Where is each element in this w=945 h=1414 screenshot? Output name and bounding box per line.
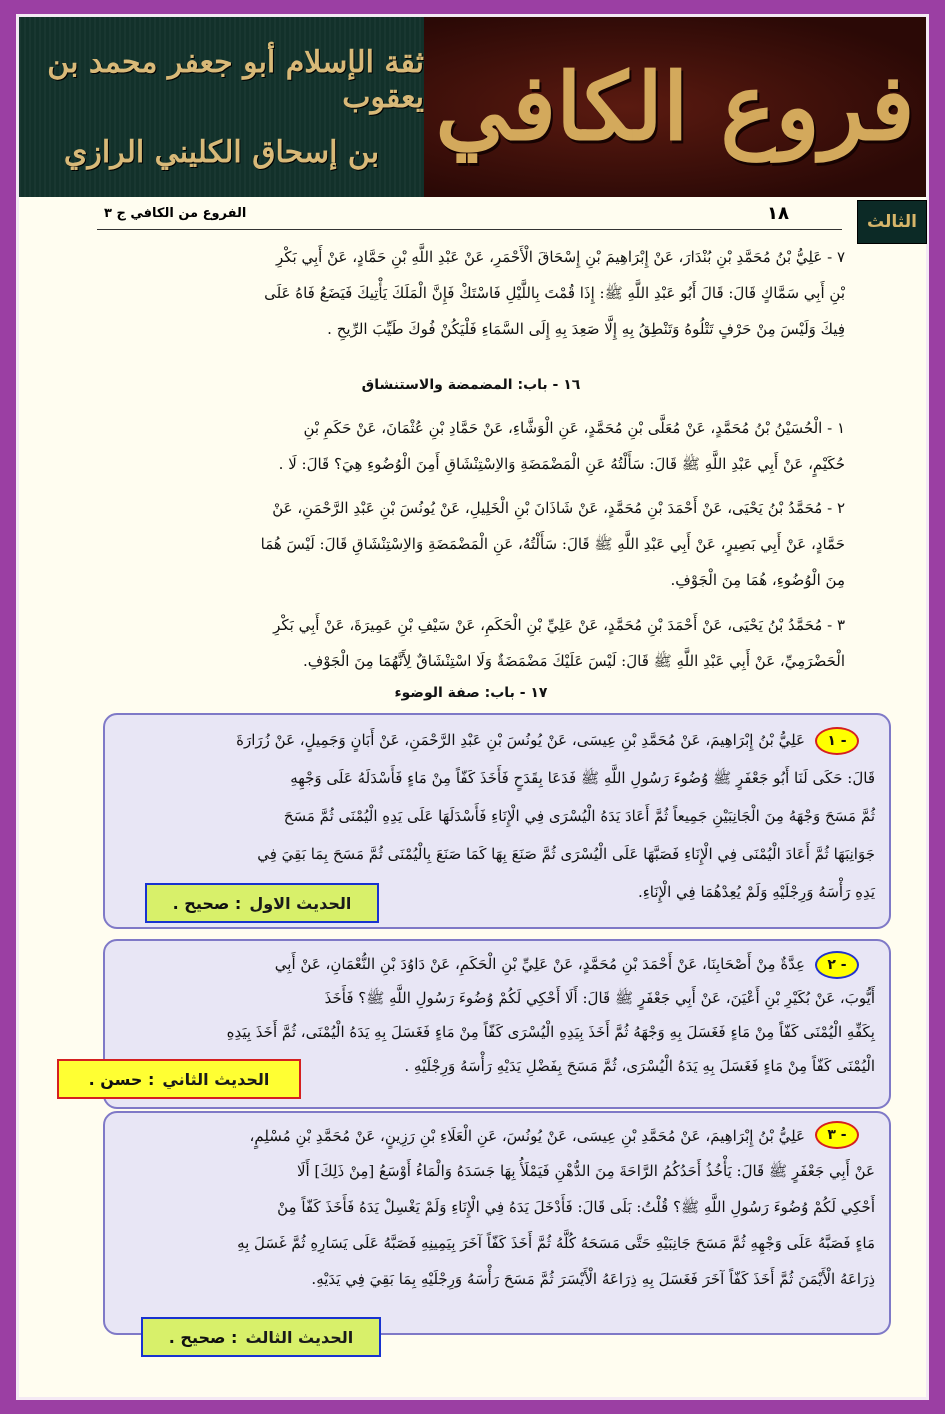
grade-value: : صحيح . (172, 893, 242, 913)
grade-value: : صحيح . (168, 1327, 238, 1347)
hadith-box-3 (103, 1111, 891, 1335)
ch16-hadith-1-line-1: ١ - الْحُسَيْنُ بْنُ مُحَمَّدٍ، عَنْ مُعَلَّى بْنِ مُحَمَّدٍ، عَنِ الْوَشَّاءِ، عَنْ حَمَّادِ بْنِ عُثْمَانَ، عَنْ حَكَمِ بْنِ (303, 419, 845, 437)
hadith-box-1 (103, 713, 891, 929)
box-2-line-1: عِدَّةٌ مِنْ أَصْحَابِنَا، عَنْ أَحْمَدَ بْنِ مُحَمَّدٍ، عَنْ عَلِيِّ بْنِ الْحَكَمِ، عَنْ دَاوُدَ بْنِ النُّعْمَانِ، عَنْ أَبِي (274, 955, 805, 973)
box-3-line-2: عَنْ أَبِي جَعْفَرٍ ﷺ قَالَ: يَأْخُذُ أَحَدُكُمُ الرَّاحَةَ مِنَ الدُّهْنِ فَيَمْلَأُ بِهَا جَسَدَهُ وَالْمَاءُ أَوْسَعُ [مِنْ ذَلِكَ] أَلَا (296, 1162, 875, 1180)
box-3-line-5: ذِرَاعَهُ الْأَيْمَنَ ثُمَّ أَخَذَ كَفّاً آخَرَ فَغَسَلَ بِهِ ذِرَاعَهُ الْأَيْسَرَ ثُمَّ مَسَحَ رَأْسَهُ وَرِجْلَيْهِ بِمَا بَقِيَ فِي يَدَيْهِ. (311, 1270, 875, 1288)
hadith-number-badge: ١ - (815, 727, 859, 755)
chapter-16-heading: ١٦ - باب: المضمضة والاستنشاق (361, 377, 581, 393)
grade-label: الحديث الاول (249, 893, 352, 913)
author-panel (19, 17, 424, 197)
box-3-line-3: أَحْكِي لَكُمْ وُضُوءَ رَسُولِ اللَّهِ ﷺ؟ قُلْتُ: بَلَى قَالَ: فَأَدْخَلَ يَدَهُ فِي الْإِنَاءِ وَلَمْ يَغْسِلْ يَدَهُ فَأَخَذَ كَفّاً مِنْ (277, 1198, 875, 1216)
page-number: ١٨ (767, 203, 789, 224)
hadith-box-1-text (119, 721, 805, 759)
ch16-hadith-2 (97, 490, 845, 598)
hadith-7 (97, 239, 845, 347)
box-2-line-2: أَيُّوبَ، عَنْ بُكَيْرِ بْنِ أَعْيَنَ، عَنْ أَبِي جَعْفَرٍ ﷺ قَالَ: أَلَا أَحْكِي لَكُمْ وُضُوءَ رَسُولِ اللَّهِ ﷺ؟ فَأَخَذَ (324, 989, 875, 1007)
hadith-grade-2 (57, 1059, 301, 1099)
ch16-hadith-2-line-3: مِنَ الْوُضُوءِ، هُمَا مِنَ الْجَوْفِ. (670, 571, 845, 589)
box-1-line-5: يَدِهِ رَأْسَهُ وَرِجْلَيْهِ وَلَمْ يُعِدْهُمَا فِي الْإِنَاءِ. (637, 883, 875, 901)
running-head (99, 203, 799, 227)
ch16-hadith-2-line-1: ٢ - مُحَمَّدُ بْنُ يَحْيَى، عَنْ أَحْمَدَ بْنِ مُحَمَّدٍ، عَنْ شَاذَانَ بْنِ الْخَلِيلِ، عَنْ يُونُسَ بْنِ عَبْدِ الرَّحْمَنِ، عَنْ (272, 499, 845, 517)
box-2-line-4: الْيُمْنَى كَفّاً مِنْ مَاءٍ فَغَسَلَ بِهِ يَدَهُ الْيُسْرَى، ثُمَّ مَسَحَ بِفَضْلِ يَدَيْهِ رَأْسَهُ وَرِجْلَيْهِ . (404, 1057, 875, 1075)
box-1-line-3: ثُمَّ مَسَحَ وَجْهَهُ مِنَ الْجَانِبَيْنِ جَمِيعاً ثُمَّ أَعَادَ يَدَهُ الْيُسْرَى فِي الْإِنَاءِ فَأَسْدَلَهَا عَلَى يَدِهِ الْيُمْنَى ثُمَّ مَسَحَ (283, 807, 875, 825)
hadith-grade-3 (141, 1317, 381, 1357)
ch16-hadith-3 (97, 607, 845, 679)
hadith-box-3-body (119, 1153, 875, 1297)
chapter-17-heading: ١٧ - باب: صفة الوضوء (394, 685, 548, 701)
hadith-box-3-text (119, 1117, 805, 1155)
hadith-7-line-1: ٧ - عَلِيُّ بْنُ مُحَمَّدِ بْنِ بُنْدَارَ، عَنْ إِبْرَاهِيمَ بْنِ إِسْحَاقَ الْأَحْمَرِ، عَنْ عَبْدِ اللَّهِ بْنِ حَمَّادٍ، عَنْ أَبِي بَكْرِ (275, 248, 845, 266)
book-reference: الفروع من الكافي ج ٣ (104, 206, 247, 221)
cover-banner (19, 17, 926, 197)
hadith-grade-1 (145, 883, 379, 923)
author-line-2: بن إسحاق الكليني الرازي (63, 134, 380, 170)
hadith-7-line-3: فِيكَ وَلَيْسَ مِنْ حَرْفٍ تَتْلُوهُ وَتَنْطِقُ بِهِ إِلَّا صَعِدَ بِهِ إِلَى السَّمَاءِ فَلْيَكُنْ فُوكَ طَيِّبَ الرِّيحِ . (327, 320, 845, 338)
volume-tag: الثالث (857, 200, 927, 244)
hadith-number-badge: ٢ - (815, 951, 859, 979)
author-line-1: ثقة الإسلام أبو جعفر محمد بن يعقوب (47, 44, 424, 115)
grade-label: الحديث الثاني (162, 1069, 270, 1089)
hadith-number-badge: ٣ - (815, 1121, 859, 1149)
ch16-hadith-1 (97, 410, 845, 482)
ch16-hadith-1-line-2: حُكَيْمٍ، عَنْ أَبِي عَبْدِ اللَّهِ ﷺ قَالَ: سَأَلْتُهُ عَنِ الْمَضْمَضَةِ وَالاِسْتِنْشَاقِ أَمِنَ الْوُضُوءِ هِيَ؟ قَالَ: لَا . (278, 455, 845, 473)
box-3-line-4: مَاءٍ فَصَبَّهُ عَلَى وَجْهِهِ ثُمَّ مَسَحَ جَانِبَيْهِ حَتَّى مَسَحَهُ كُلَّهُ ثُمَّ أَخَذَ كَفّاً آخَرَ بِيَمِينِهِ فَصَبَّهُ عَلَى يَسَارِهِ ثُمَّ غَسَلَ بِهِ (237, 1234, 875, 1252)
book-title: فروع الكافي (435, 53, 915, 161)
ch16-hadith-3-line-1: ٣ - مُحَمَّدُ بْنُ يَحْيَى، عَنْ أَحْمَدَ بْنِ مُحَمَّدٍ، عَنْ عَلِيِّ بْنِ الْحَكَمِ، عَنْ سَيْفِ بْنِ عَمِيرَةَ، عَنْ أَبِي بَكْرِ (273, 616, 845, 634)
box-1-line-2: قَالَ: حَكَى لَنَا أَبُو جَعْفَرٍ ﷺ وُضُوءَ رَسُولِ اللَّهِ ﷺ فَدَعَا بِقَدَحٍ فَأَخَذَ كَفّاً مِنْ مَاءٍ فَأَسْدَلَهُ عَلَى وَجْهِهِ (290, 769, 875, 787)
grade-label: الحديث الثالث (245, 1327, 354, 1347)
header-rule (97, 229, 842, 230)
box-3-line-1: عَلِيُّ بْنُ إِبْرَاهِيمَ، عَنْ مُحَمَّدِ بْنِ عِيسَى، عَنْ يُونُسَ، عَنِ الْعَلَاءِ بْنِ رَزِينٍ، عَنْ مُحَمَّدِ بْنِ مُسْلِمٍ، (249, 1127, 805, 1145)
box-1-line-4: جَوَانِبَهَا ثُمَّ أَعَادَ الْيُمْنَى فِي الْإِنَاءِ فَصَبَّهَا عَلَى الْيُسْرَى ثُمَّ صَنَعَ بِهَا كَمَا صَنَعَ بِالْيُمْنَى ثُمَّ مَسَحَ بِمَا بَقِيَ فِي (257, 845, 875, 863)
title-panel (424, 17, 926, 197)
hadith-7-line-2: بْنِ أَبِي سَمَّاكٍ قَالَ: قَالَ أَبُو عَبْدِ اللَّهِ ﷺ: إِذَا قُمْتَ بِاللَّيْلِ فَاسْتَكْ فَإِنَّ الْمَلَكَ يَأْتِيكَ فَيَضَعُ فَاهُ عَلَى (264, 284, 845, 302)
box-1-line-1: عَلِيُّ بْنُ إِبْرَاهِيمَ، عَنْ مُحَمَّدِ بْنِ عِيسَى، عَنْ يُونُسَ بْنِ عَبْدِ الرَّحْمَنِ، عَنْ أَبَانٍ وَجَمِيلٍ، عَنْ زُرَارَةَ (236, 731, 805, 749)
grade-value: : حسن . (88, 1069, 155, 1089)
hadith-box-2-text (119, 945, 805, 983)
hadith-box-2 (88, 939, 891, 1109)
ch16-hadith-2-line-2: حَمَّادٍ، عَنْ أَبِي بَصِيرٍ، عَنْ أَبِي عَبْدِ اللَّهِ ﷺ قَالَ: سَأَلْتُهُ، عَنِ الْمَضْمَضَةِ وَالاِسْتِنْشَاقِ قَالَ: لَيْسَ هُمَا (260, 535, 845, 553)
ch16-hadith-3-line-2: الْحَضْرَمِيِّ، عَنْ أَبِي عَبْدِ اللَّهِ ﷺ قَالَ: لَيْسَ عَلَيْكَ مَضْمَضَةٌ وَلَا اسْتِنْشَاقٌ لِأَنَّهُمَا مِنَ الْجَوْفِ. (302, 652, 845, 670)
box-2-line-3: بِكَفِّهِ الْيُمْنَى كَفّاً مِنْ مَاءٍ فَغَسَلَ بِهِ وَجْهَهُ ثُمَّ أَخَذَ بِيَدِهِ الْيُسْرَى كَفّاً مِنْ مَاءٍ فَغَسَلَ بِهِ يَدَهُ الْيُمْنَى، ثُمَّ أَخَذَ بِيَدِهِ (226, 1023, 875, 1041)
page (16, 14, 929, 1400)
